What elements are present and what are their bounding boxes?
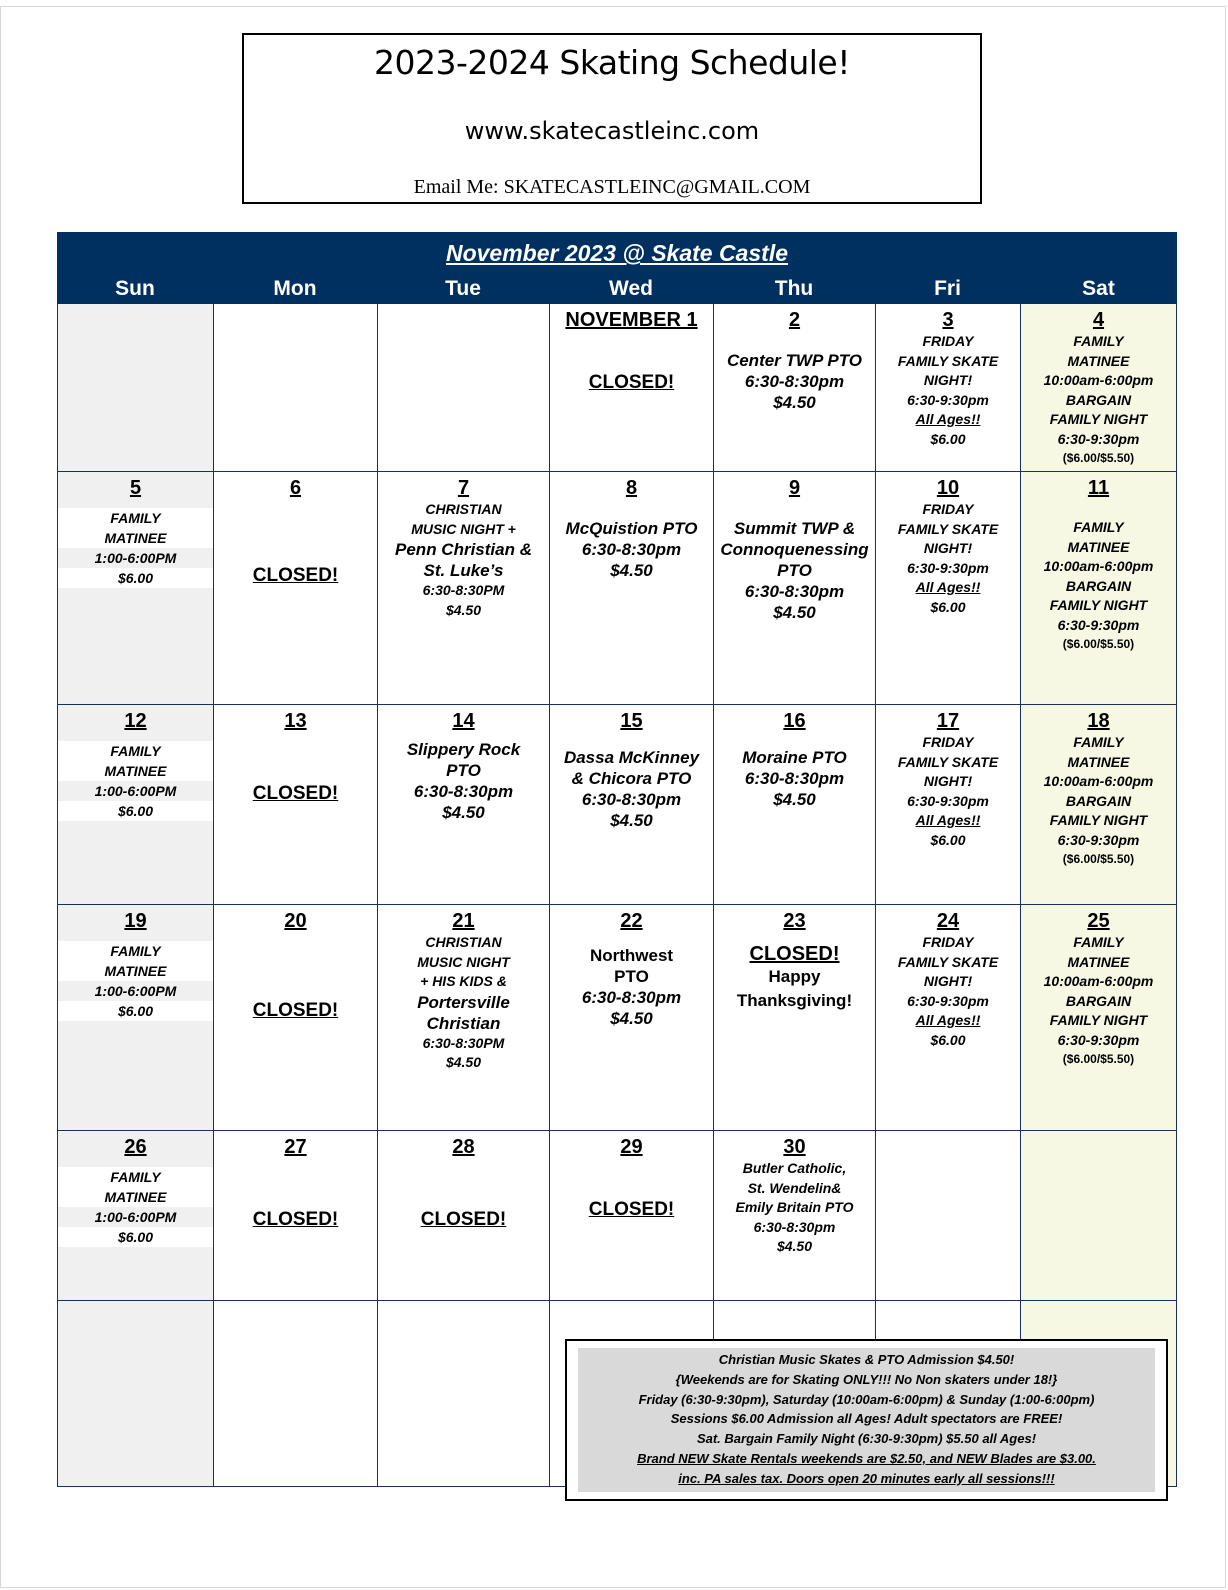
event-line: MATINEE	[104, 1189, 167, 1205]
day-cell	[713, 472, 875, 705]
day-number: 3	[942, 309, 954, 331]
day-number: 17	[936, 710, 960, 732]
event-line: $4.50	[610, 1009, 653, 1028]
day-number: 5	[129, 477, 142, 499]
event-line: 1:00-6:00PM	[58, 548, 213, 568]
event-line: Butler Catholic,	[742, 1160, 847, 1176]
day-cell	[377, 472, 549, 705]
website-text: www.skatecastleinc.com	[464, 117, 760, 145]
event-line: All Ages!!	[915, 411, 981, 427]
day-cell	[213, 705, 377, 905]
event-line: MATINEE	[104, 530, 167, 546]
family-matinee-block	[58, 508, 213, 588]
day-cell	[377, 905, 549, 1131]
event-line: MATINEE	[1067, 753, 1130, 770]
day-number: 20	[284, 910, 307, 932]
day-number: 8	[625, 477, 638, 499]
info-line: inc. PA sales tax. Doors open 20 minutes early all sessions!!!	[678, 1470, 1055, 1486]
event-line: Center TWP PTO	[726, 351, 863, 370]
calendar	[57, 232, 1177, 1506]
closed-label: CLOSED!	[588, 1199, 675, 1220]
event-line: $4.50	[610, 811, 653, 830]
event-line: $6.00	[117, 1229, 154, 1245]
event-line: FAMILY	[110, 743, 161, 759]
event-line: BARGAIN	[1065, 577, 1132, 594]
family-matinee-block	[58, 941, 213, 1021]
event-details	[550, 945, 713, 1029]
day-cell	[713, 304, 875, 472]
event-line: MATINEE	[1067, 538, 1130, 555]
event-details	[1021, 332, 1176, 467]
event-line: $6.00	[930, 831, 966, 848]
event-line: MATINEE	[1067, 352, 1130, 369]
event-line: ($6.00/$5.50)	[1062, 451, 1135, 465]
event-line: 6:30-8:30PM	[422, 582, 505, 598]
event-line: NIGHT!	[923, 372, 973, 388]
event-line: NIGHT!	[923, 973, 973, 989]
event-details	[378, 933, 549, 1073]
day-cell	[875, 705, 1020, 905]
day-cell	[549, 705, 713, 905]
event-details	[1021, 518, 1176, 653]
event-line: FAMILY	[1073, 519, 1124, 535]
event-line: FRIDAY	[922, 734, 974, 750]
event-line: FAMILY	[1073, 934, 1124, 950]
event-details	[876, 733, 1020, 850]
event-line: FAMILY NIGHT	[1049, 597, 1148, 613]
event-line: ($6.00/$5.50)	[1062, 1052, 1135, 1066]
event-line: 1:00-6:00PM	[58, 1207, 213, 1227]
event-line: $4.50	[445, 1054, 482, 1070]
day-number: 4	[1092, 309, 1105, 331]
event-line: BARGAIN	[1065, 792, 1132, 809]
event-line: $6.00	[930, 598, 966, 615]
event-line: 6:30-9:30pm	[1057, 831, 1140, 848]
event-line: $6.00	[117, 570, 154, 586]
event-line: MATINEE	[1067, 953, 1130, 970]
event-line: $6.00	[930, 430, 966, 447]
day-number: 15	[620, 710, 643, 732]
dow-sun: Sun	[115, 277, 155, 300]
day-number: NOVEMBER 1	[565, 309, 698, 331]
event-details	[714, 350, 875, 413]
day-number: 19	[124, 910, 147, 932]
day-number: 18	[1087, 710, 1110, 732]
event-line: ($6.00/$5.50)	[1062, 852, 1135, 866]
event-line: 6:30-9:30pm	[1057, 1031, 1140, 1048]
day-number: 12	[124, 710, 147, 732]
event-line: PTO	[614, 967, 649, 986]
event-line: MUSIC NIGHT +	[411, 520, 516, 537]
event-line: FAMILY	[110, 943, 161, 959]
closed-label: CLOSED!	[252, 783, 339, 804]
email-text: Email Me: SKATECASTLEINC@GMAIL.COM	[413, 176, 811, 198]
event-line: PTO	[777, 561, 812, 580]
event-line: 6:30-8:30pm	[744, 769, 845, 788]
event-line: 6:30-9:30pm	[907, 992, 989, 1009]
day-number: 29	[620, 1136, 643, 1158]
event-line: Northwest	[589, 946, 674, 965]
day-cell	[57, 304, 213, 472]
day-number: 28	[452, 1136, 475, 1158]
event-details	[550, 747, 713, 831]
event-line: All Ages!!	[915, 812, 981, 828]
event-line: $6.00	[117, 1003, 154, 1019]
info-box-content	[578, 1348, 1155, 1492]
event-line: ($6.00/$5.50)	[1062, 637, 1135, 651]
day-cell	[549, 905, 713, 1131]
day-cell	[377, 1131, 549, 1301]
header-box	[242, 33, 982, 204]
event-line: $6.00	[930, 1031, 966, 1048]
event-line: St. Luke’s	[423, 561, 504, 580]
calendar-title: November 2023 @ Skate Castle	[445, 240, 789, 266]
event-line: 6:30-8:30pm	[413, 782, 514, 801]
event-details	[876, 332, 1020, 449]
calendar-header	[57, 232, 1177, 304]
day-cell	[875, 472, 1020, 705]
day-cell	[213, 304, 377, 472]
event-line: FAMILY	[1073, 734, 1124, 750]
closed-label: CLOSED!	[588, 372, 675, 393]
event-line: $4.50	[773, 790, 816, 809]
closed-label: CLOSED!	[252, 565, 339, 586]
event-line: Summit TWP &	[733, 519, 856, 538]
closed-label: CLOSED!	[252, 1000, 339, 1021]
day-cell	[1020, 472, 1177, 705]
event-line: Dassa McKinney	[563, 748, 700, 767]
event-line: $4.50	[776, 1238, 813, 1254]
event-line: 6:30-8:30pm	[744, 582, 845, 601]
event-line: $6.00	[117, 803, 154, 819]
day-cell	[57, 905, 213, 1131]
event-line: Christian	[426, 1013, 501, 1033]
event-line: 6:30-9:30pm	[1057, 616, 1140, 633]
event-line: 1:00-6:00PM	[58, 781, 213, 801]
event-line: BARGAIN	[1065, 391, 1132, 408]
day-number: 7	[457, 477, 470, 499]
day-cell	[377, 705, 549, 905]
event-line: 6:30-8:30pm	[753, 1218, 836, 1235]
event-line: All Ages!!	[915, 1012, 981, 1028]
event-line: FAMILY	[110, 1169, 161, 1185]
day-cell	[1020, 304, 1177, 472]
day-number: 6	[289, 477, 302, 499]
day-cell	[713, 905, 875, 1131]
event-line: MATINEE	[104, 963, 167, 979]
event-details	[714, 747, 875, 810]
event-line: CHRISTIAN	[425, 934, 502, 950]
holiday-line: Thanksgiving!	[736, 991, 853, 1010]
day-cell	[213, 1301, 377, 1487]
day-number: 2	[788, 309, 801, 331]
day-number: 10	[936, 477, 960, 499]
page-title: 2023-2024 Skating Schedule!	[374, 43, 850, 82]
day-cell	[57, 472, 213, 705]
event-details	[378, 500, 549, 620]
event-line: 6:30-8:30pm	[744, 372, 845, 391]
event-line: 6:30-8:30PM	[422, 1034, 505, 1051]
event-details	[876, 500, 1020, 617]
day-cell	[57, 705, 213, 905]
event-line: Moraine PTO	[742, 748, 847, 767]
day-cell	[213, 1131, 377, 1301]
event-line: St. Wendelin&	[747, 1179, 842, 1196]
day-cell	[213, 905, 377, 1131]
event-line: 10:00am-6:00pm	[1043, 372, 1154, 388]
event-line: NIGHT!	[923, 773, 973, 789]
event-line: Emily Britain PTO	[735, 1199, 854, 1215]
info-line: {Weekends are for Skating ONLY!!! No Non skaters under 18!}	[675, 1371, 1058, 1387]
event-line: FAMILY SKATE	[897, 352, 999, 369]
day-cell	[1020, 1131, 1177, 1301]
event-line: FRIDAY	[922, 501, 974, 517]
event-details	[876, 933, 1020, 1050]
event-line: All Ages!!	[915, 579, 981, 595]
dow-mon: Mon	[273, 277, 317, 300]
day-number: 23	[783, 910, 806, 932]
day-number: 22	[620, 910, 643, 932]
event-line: FAMILY NIGHT	[1049, 812, 1148, 828]
info-line: Sat. Bargain Family Night (6:30-9:30pm) $5.50 all Ages!	[696, 1431, 1037, 1447]
day-number: 24	[936, 910, 960, 932]
event-line: FAMILY SKATE	[897, 753, 999, 770]
event-line: $4.50	[773, 393, 816, 412]
event-line: CHRISTIAN	[425, 501, 502, 517]
event-line: & Chicora PTO	[571, 769, 692, 788]
event-details	[550, 518, 713, 581]
event-details	[714, 1159, 875, 1257]
day-cell	[549, 304, 713, 472]
day-number: 11	[1087, 477, 1110, 499]
info-box	[565, 1339, 1168, 1501]
event-line: $4.50	[445, 601, 482, 618]
day-cell	[213, 472, 377, 705]
event-details	[1021, 933, 1176, 1068]
dow-tue: Tue	[445, 277, 481, 300]
day-number: 14	[452, 710, 475, 732]
event-line: MATINEE	[104, 763, 167, 779]
dow-thu: Thu	[774, 277, 814, 300]
event-line: 6:30-9:30pm	[1057, 430, 1140, 447]
closed-label: CLOSED!	[252, 1209, 339, 1230]
event-line: 10:00am-6:00pm	[1043, 558, 1154, 574]
day-number: 13	[284, 710, 307, 732]
event-line: FAMILY	[110, 510, 161, 526]
event-line: Penn Christian &	[395, 540, 532, 559]
event-line: FAMILY NIGHT	[1049, 411, 1148, 427]
event-line: 6:30-8:30pm	[581, 988, 682, 1007]
day-cell	[57, 1131, 213, 1301]
event-line: 6:30-9:30pm	[907, 391, 989, 408]
day-cell	[57, 1301, 213, 1487]
info-line: Friday (6:30-9:30pm), Saturday (10:00am-6:00pm) & Sunday (1:00-6:00pm)	[638, 1391, 1095, 1407]
event-line: PTO	[446, 761, 481, 780]
event-line: 6:30-9:30pm	[907, 559, 989, 576]
day-cell	[713, 705, 875, 905]
dow-sat: Sat	[1082, 277, 1115, 300]
dow-fri: Fri	[934, 277, 961, 300]
event-line: Slippery Rock	[406, 740, 521, 759]
event-line: $4.50	[610, 561, 653, 580]
event-line: FAMILY SKATE	[897, 520, 999, 537]
event-line: 6:30-9:30pm	[907, 792, 989, 809]
day-number: 30	[783, 1136, 806, 1158]
event-line: FAMILY	[1073, 333, 1124, 349]
day-cell	[875, 905, 1020, 1131]
event-details	[714, 518, 875, 623]
family-matinee-block	[58, 741, 213, 821]
day-cell	[549, 472, 713, 705]
event-line: 10:00am-6:00pm	[1043, 773, 1154, 789]
event-line: Connoquenessing	[720, 540, 869, 559]
day-number: 9	[788, 477, 801, 499]
day-cell	[377, 1301, 549, 1487]
info-line: Brand NEW Skate Rentals weekends are $2.50, and NEW Blades are $3.00.	[637, 1450, 1096, 1466]
day-cell	[377, 304, 549, 472]
event-details	[1021, 733, 1176, 868]
event-line: 6:30-8:30pm	[581, 540, 682, 559]
day-cell	[875, 304, 1020, 472]
event-line: + HIS KIDS &	[420, 973, 507, 989]
event-line: FRIDAY	[922, 333, 974, 349]
event-line: $4.50	[442, 803, 485, 822]
holiday-line: Happy	[768, 967, 821, 986]
event-line: Portersville	[417, 992, 510, 1012]
event-details	[378, 739, 549, 823]
day-number: 21	[452, 910, 475, 932]
event-line: 1:00-6:00PM	[58, 981, 213, 1001]
event-line: McQuistion PTO	[565, 519, 698, 538]
event-line: 10:00am-6:00pm	[1043, 973, 1154, 989]
info-line: Sessions $6.00 Admission all Ages! Adult spectators are FREE!	[670, 1411, 1063, 1427]
event-line: MUSIC NIGHT	[417, 953, 510, 970]
event-line: FAMILY SKATE	[897, 953, 999, 970]
family-matinee-block	[58, 1167, 213, 1247]
holiday-details	[714, 943, 875, 1011]
dow-wed: Wed	[609, 277, 653, 300]
day-number: 26	[124, 1136, 147, 1158]
event-line: FRIDAY	[922, 934, 974, 950]
day-cell	[549, 1131, 713, 1301]
day-number: 27	[284, 1136, 307, 1158]
day-cell	[875, 1131, 1020, 1301]
info-line: Christian Music Skates & PTO Admission $4.50!	[718, 1352, 1015, 1367]
event-line: 6:30-8:30pm	[581, 790, 682, 809]
day-cell	[1020, 705, 1177, 905]
day-cell	[1020, 905, 1177, 1131]
closed-label: CLOSED!	[420, 1209, 507, 1230]
day-cell	[713, 1131, 875, 1301]
closed-label: CLOSED!	[749, 943, 840, 965]
event-line: $4.50	[773, 603, 816, 622]
day-number: 25	[1087, 910, 1110, 932]
event-line: NIGHT!	[923, 540, 973, 556]
event-line: BARGAIN	[1065, 992, 1132, 1009]
event-line: FAMILY NIGHT	[1049, 1012, 1148, 1028]
day-number: 16	[783, 710, 806, 732]
